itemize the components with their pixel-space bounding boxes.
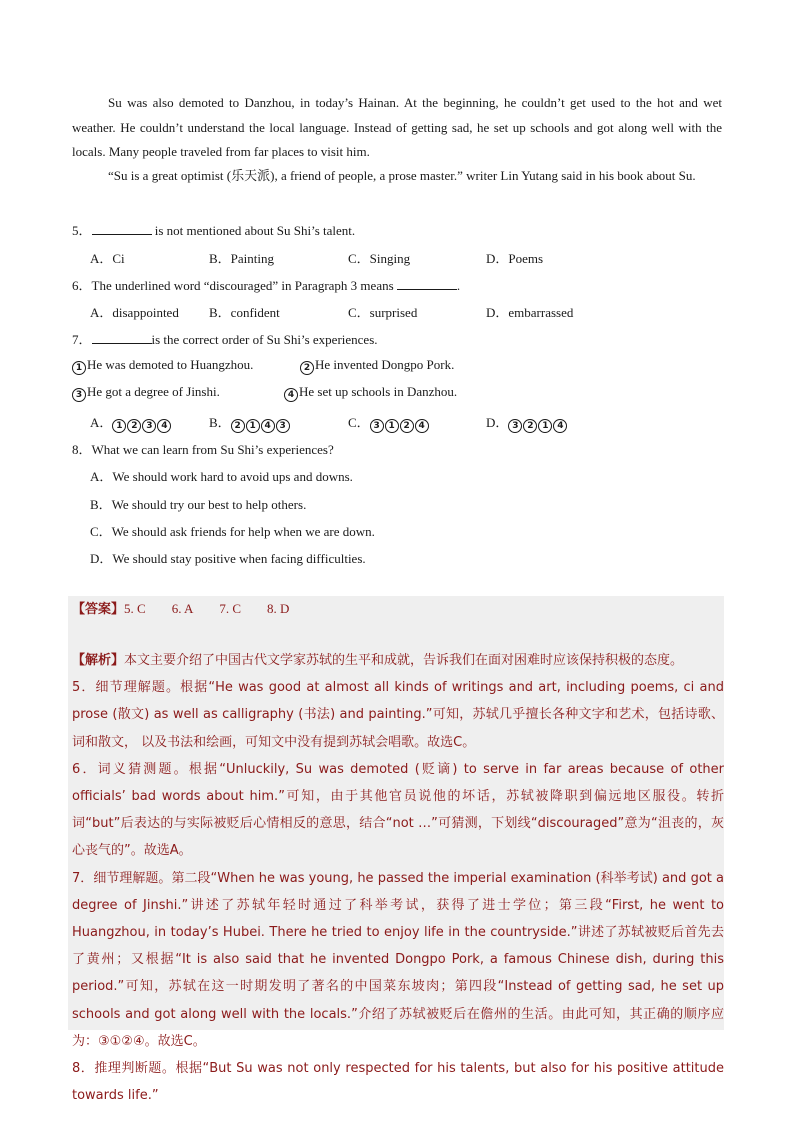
circled-number: 4 [157, 419, 171, 433]
circled-number: 1 [112, 419, 126, 433]
question-5-option-c: C．Singing [348, 251, 411, 266]
item-text: He got a degree of Jinshi. [87, 384, 220, 399]
circled-number: 1 [246, 419, 260, 433]
circled-number: 3 [72, 388, 86, 402]
answer-key [72, 598, 315, 617]
question-text: 6．The underlined word “discouraged” in Paragraph 3 means [72, 278, 394, 293]
item-text: He set up schools in Danzhou. [299, 384, 458, 399]
question-5-option-d: D．Poems [486, 251, 544, 266]
question-7-option-a [90, 412, 172, 433]
explanation-q8: 8．推理判断题。根据“But Su was not only respected for his talents, but also for his positive attitude towards life.” [72, 1061, 724, 1104]
question-6-stem [72, 275, 460, 294]
question-5-option-b: B．Painting [209, 251, 275, 266]
circled-number: 4 [415, 419, 429, 433]
circled-number: 4 [261, 419, 275, 433]
question-8-option-a: A．We should work hard to avoid ups and downs. [90, 469, 353, 484]
circled-number: 4 [284, 388, 298, 402]
question-7-option-b [209, 412, 291, 433]
question-number: 7． [72, 332, 92, 347]
circled-number: 2 [127, 419, 141, 433]
question-6-option-d: D．embarrassed [486, 305, 574, 320]
option-label: A． [90, 415, 113, 430]
answer-item: 7. C [219, 601, 242, 616]
answer-blank [397, 277, 457, 290]
circled-number: 2 [231, 419, 245, 433]
circled-number: 3 [142, 419, 156, 433]
question-7-option-c [348, 412, 430, 433]
question-text-end: . [456, 278, 461, 293]
circled-number: 3 [370, 419, 384, 433]
question-text: is the correct order of Su Shi’s experiences. [151, 332, 378, 347]
explanation-intro [72, 647, 724, 674]
circled-number: 3 [276, 419, 290, 433]
answer-blank [92, 331, 152, 344]
passage-paragraph-2: “Su is a great optimist (乐天派), a friend of people, a prose master.” writer Lin Yutang said in his book about Su. [108, 168, 696, 183]
question-7-item-4 [284, 384, 457, 402]
answer-item: 5. C [124, 601, 146, 616]
answer-blank [92, 222, 152, 235]
question-7-item-2 [300, 357, 454, 375]
question-8-option-b: B．We should try our best to help others. [90, 497, 307, 512]
passage-paragraph-1: Su was also demoted to Danzhou, in today’s Hainan. At the beginning, he couldn’t get used to the hot and wet weather. He couldn’t understand the local language. Instead of getting sad, he set up schools and got along well with the locals. Many people traveled from far places to visit him. [72, 95, 722, 159]
answer-tag: 【答案】 [72, 602, 125, 617]
question-7-item-1 [72, 357, 253, 375]
question-7-stem [72, 329, 378, 348]
option-label: B． [209, 415, 231, 430]
explanation-q6: 6．词义猜测题。根据“Unluckily, Su was demoted (贬谪) to serve in far areas because of other officials’ bad words about him.”可知，由于其他官员说他的坏话，苏轼被降职到偏远地区服役。转折词“but”后表达的与实际被贬后心情相反的意思，结合“not …”可猜测，下划线“discouraged”意为“沮丧的，灰心丧气的”。故选A。 [72, 761, 724, 859]
question-6-option-b: B．confident [209, 305, 280, 320]
circled-number: 3 [508, 419, 522, 433]
item-text: He invented Dongpo Pork. [315, 357, 455, 372]
circled-number: 4 [553, 419, 567, 433]
option-label: C． [348, 415, 370, 430]
option-label: D． [486, 415, 509, 430]
explanation-q7: 7．细节理解题。第二段“When he was young, he passed the imperial examination (科举考试) and got a degree of Jinshi.”讲述了苏轼年轻时通过了科举考试，获得了进士学位；第三段“First, he went to Huangzhou, in today’s Hubei. There he tried to enjoy life in the countryside.”讲述了苏轼被贬后首先去了黄州；又根据“It is also said that he invented Dongpo Pork, a famous Chinese dish, during this period.”可知，苏轼在这一时期发明了著名的中国菜东坡肉；第四段“Instead of getting sad, he set up schools and got along well with the locals.”介绍了苏轼被贬后在儋州的生活。由此可知，其正确的顺序应为：③①②④。故选C。 [72, 870, 724, 1049]
question-6-option-a: A．disappointed [90, 305, 179, 320]
question-8-option-c: C．We should ask friends for help when we are down. [90, 524, 375, 539]
circled-number: 1 [385, 419, 399, 433]
explanation-tag: 【解析】 [72, 653, 125, 668]
explanation-q5: 5．细节理解题。根据“He was good at almost all kinds of writings and art, including poems, ci and prose (散文) as well as calligraphy (书法) and painting.”可知，苏轼几乎擅长各种文字和艺术，包括诗歌、词和散文， 以及书法和绘画，可知文中没有提到苏轼会唱歌。故选C。 [72, 680, 724, 750]
question-7-item-3 [72, 384, 220, 402]
circled-number: 2 [523, 419, 537, 433]
circled-number: 2 [400, 419, 414, 433]
question-5-option-a: A．Ci [90, 251, 125, 266]
circled-number: 1 [72, 361, 86, 375]
answer-item: 8. D [267, 601, 290, 616]
explanation-intro-text: 本文主要介绍了中国古代文学家苏轼的生平和成就，告诉我们在面对困难时应该保持积极的态度。 [124, 653, 684, 668]
question-5-stem [72, 220, 355, 239]
question-6-option-c: C．surprised [348, 305, 418, 320]
question-number: 5． [72, 223, 92, 238]
answer-item: 6. A [171, 601, 194, 616]
question-8-option-d: D．We should stay positive when facing difficulties. [90, 551, 366, 566]
explanation-section [72, 647, 724, 1109]
question-text: is not mentioned about Su Shi’s talent. [154, 223, 356, 238]
question-8-stem: 8．What we can learn from Su Shi’s experiences? [72, 442, 334, 457]
question-7-option-d [486, 412, 568, 433]
circled-number: 1 [538, 419, 552, 433]
circled-number: 2 [300, 361, 314, 375]
item-text: He was demoted to Huangzhou. [87, 357, 254, 372]
